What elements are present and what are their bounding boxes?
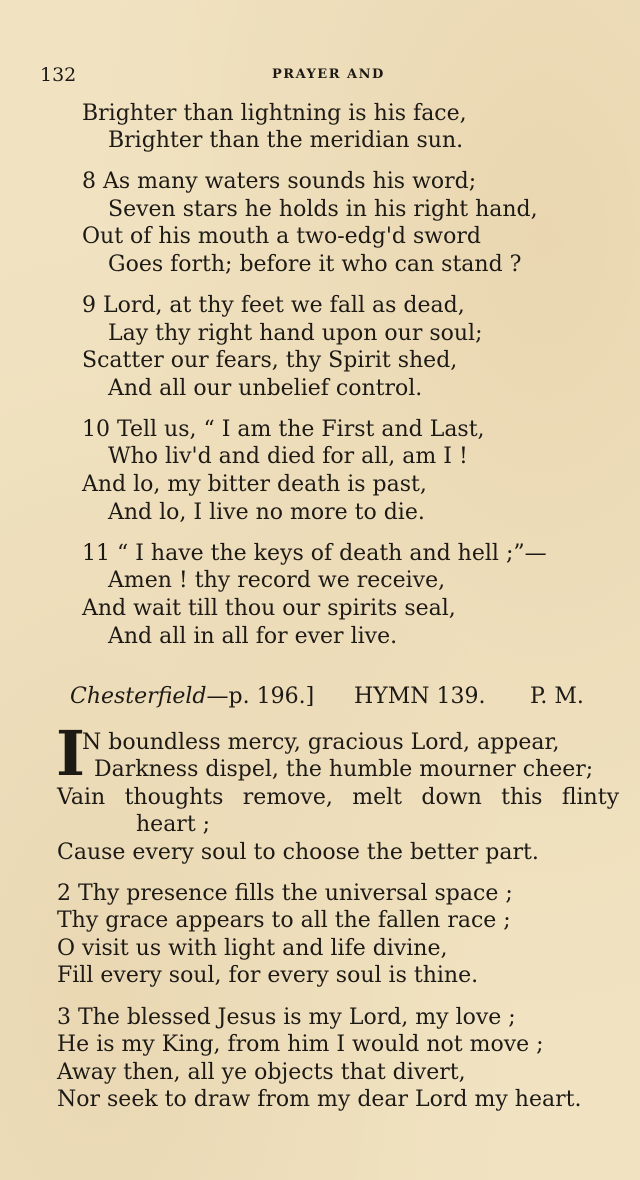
verse-line: Out of his mouth a two-edg'd sword	[82, 224, 481, 249]
verse-line: Nor seek to draw from my dear Lord my heart.	[57, 1087, 582, 1112]
hymn-139-heading	[70, 682, 610, 712]
page-header	[0, 64, 640, 86]
verse-line: 8 As many waters sounds his word;	[82, 169, 477, 194]
verse-line: Seven stars he holds in his right hand,	[108, 197, 538, 222]
verse-line: And lo, my bitter death is past,	[82, 472, 427, 497]
verse-line: And all in all for ever live.	[108, 624, 398, 649]
verse-line: Vain thoughts remove, melt down this flinty	[57, 785, 619, 810]
verse-line: 11 “ I have the keys of death and hell ;”—	[82, 541, 547, 566]
verse-line: 9 Lord, at thy feet we fall as dead,	[82, 293, 465, 318]
tune-name: Chesterfield	[70, 684, 207, 709]
verse-line: Brighter than lightning is his face,	[82, 101, 467, 126]
verse-line: N boundless mercy, gracious Lord, appear,	[82, 730, 560, 755]
verse-line: Scatter our fears, thy Spirit shed,	[82, 348, 458, 373]
verse-line: heart ;	[136, 812, 211, 837]
page-number: 132	[40, 64, 77, 86]
verse-line: And wait till thou our spirits seal,	[82, 596, 456, 621]
tune-reference: —p. 196.]	[206, 684, 315, 709]
running-head: PRAYER AND	[272, 67, 385, 82]
verse-line: And all our unbelief control.	[108, 376, 423, 401]
verse-line: O visit us with light and life divine,	[57, 936, 448, 961]
verse-line: Cause every soul to choose the better part.	[57, 840, 539, 865]
hymn-number: HYMN 139.	[354, 684, 486, 709]
verse-line: And lo, I live no more to die.	[108, 500, 425, 525]
verse-line: Lay thy right hand upon our soul;	[108, 321, 483, 346]
hymn-meter: P. M.	[530, 684, 584, 709]
verse-line: Fill every soul, for every soul is thine.	[57, 963, 479, 988]
verse-line: Goes forth; before it who can stand ?	[108, 252, 522, 277]
verse-line: Who liv'd and died for all, am I !	[108, 444, 468, 469]
verse-line: Brighter than the meridian sun.	[108, 128, 464, 153]
verse-line: Away then, all ye objects that divert,	[57, 1060, 466, 1085]
verse-line: Thy grace appears to all the fallen race ;	[57, 908, 511, 933]
verse-line: He is my King, from him I would not move ;	[57, 1032, 544, 1057]
verse-line: 3 The blessed Jesus is my Lord, my love ;	[57, 1005, 516, 1030]
verse-line: 2 Thy presence fills the universal space ;	[57, 881, 513, 906]
verse-line: Darkness dispel, the humble mourner cheer;	[94, 757, 594, 782]
verse-line: Amen ! thy record we receive,	[108, 568, 446, 593]
verse-line: 10 Tell us, “ I am the First and Last,	[82, 417, 485, 442]
drop-cap: I	[56, 717, 86, 790]
